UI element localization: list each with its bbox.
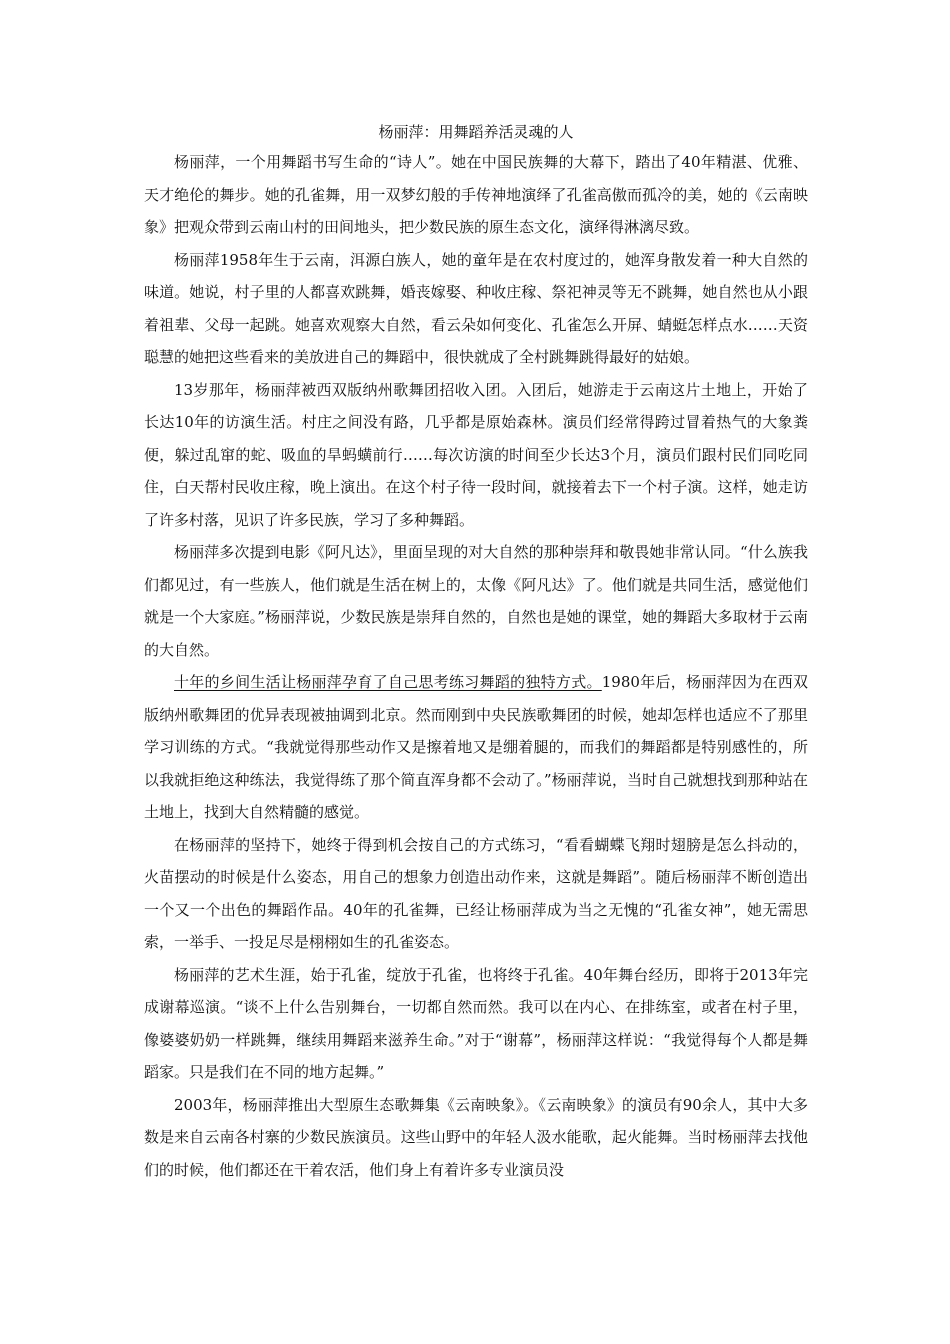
paragraph-7: 杨丽萍的艺术生涯，始于孔雀，绽放于孔雀，也将终于孔雀。40年舞台经历，即将于2013年完成谢幕巡演。“谈不上什么告别舞台，一切都自然而然。我可以在内心、在排练室，或者在村子里，像婆婆奶奶一样跳舞，继续用舞蹈来滋养生命。”对于“谢幕”，杨丽萍这样说：“我觉得每个人都是舞蹈家。只是我们在不同的地方起舞。” <box>144 965 808 1081</box>
document-page <box>144 120 808 1186</box>
paragraph-2: 杨丽萍1958年生于云南，洱源白族人，她的童年是在农村度过的，她浑身散发着一种大自然的味道。她说，村子里的人都喜欢跳舞，婚丧嫁娶、种收庄稼、祭祀神灵等无不跳舞，她自然也从小跟着祖辈、父母一起跳。她喜欢观察大自然，看云朵如何变化、孔雀怎么开屏、蜻蜓怎样点水……天资聪慧的她把这些看来的美放进自己的舞蹈中，很快就成了全村跳舞跳得最好的姑娘。 <box>144 250 808 366</box>
paragraph-8: 2003年，杨丽萍推出大型原生态歌舞集《云南映象》。《云南映象》的演员有90余人，其中大多数是来自云南各村寨的少数民族演员。这些山野中的年轻人汲水能歌，起火能舞。当时杨丽萍去找他们的时候，他们都还在干着农活，他们身上有着许多专业演员没 <box>144 1095 808 1179</box>
paragraph-5 <box>144 666 808 829</box>
underlined-sentence: 十年的乡间生活让杨丽萍孕育了自己思考练习舞蹈的独特方式。 <box>174 673 602 691</box>
paragraph-4: 杨丽萍多次提到电影《阿凡达》，里面呈现的对大自然的那种崇拜和敬畏她非常认同。“什么族我们都见过，有一些族人，他们就是生活在树上的，太像《阿凡达》了。他们就是共同生活，感觉他们就是一个大家庭。”杨丽萍说，少数民族是崇拜自然的，自然也是她的课堂，她的舞蹈大多取材于云南的大自然。 <box>144 543 808 659</box>
paragraph-5-rest: 1980年后，杨丽萍因为在西双版纳州歌舞团的优异表现被抽调到北京。然而刚到中央民族歌舞团的时候，她却怎样也适应不了那里学习训练的方式。“我就觉得那些动作又是擦着地又是绷着腿的，而我们的舞蹈都是特别感性的，所以我就拒绝这种练法，我觉得练了那个简直浑身都不会动了。”杨丽萍说，当时自己就想找到那种站在土地上，找到大自然精髓的感觉。 <box>144 673 808 821</box>
paragraph-3: 13岁那年，杨丽萍被西双版纳州歌舞团招收入团。入团后，她游走于云南这片土地上，开始了长达10年的访演生活。村庄之间没有路，几乎都是原始森林。演员们经常得跨过冒着热气的大象粪便，躲过乱窜的蛇、吸血的旱蚂蟥前行……每次访演的时间至少长达3个月，演员们跟村民们同吃同住，白天帮村民收庄稼，晚上演出。在这个村子待一段时间，就接着去下一个村子演。这样，她走访了许多村落，见识了许多民族，学习了多种舞蹈。 <box>144 380 808 529</box>
paragraph-6: 在杨丽萍的坚持下，她终于得到机会按自己的方式练习，“看看蝴蝶飞翔时翅膀是怎么抖动的，火苗摆动的时候是什么姿态，用自己的想象力创造出动作来，这就是舞蹈”。随后杨丽萍不断创造出一个又一个出色的舞蹈作品。40年的孔雀舞，已经让杨丽萍成为当之无愧的“孔雀女神”，她无需思索，一举手、一投足尽是栩栩如生的孔雀姿态。 <box>144 835 808 951</box>
paragraph-1: 杨丽萍，一个用舞蹈书写生命的“诗人”。她在中国民族舞的大幕下，踏出了40年精湛、优雅、天才绝伦的舞步。她的孔雀舞，用一双梦幻般的手传神地演绎了孔雀高傲而孤冷的美，她的《云南映象》把观众带到云南山村的田间地头，把少数民族的原生态文化，演绎得淋漓尽致。 <box>144 153 808 236</box>
document-title: 杨丽萍：用舞蹈养活灵魂的人 <box>378 123 574 141</box>
